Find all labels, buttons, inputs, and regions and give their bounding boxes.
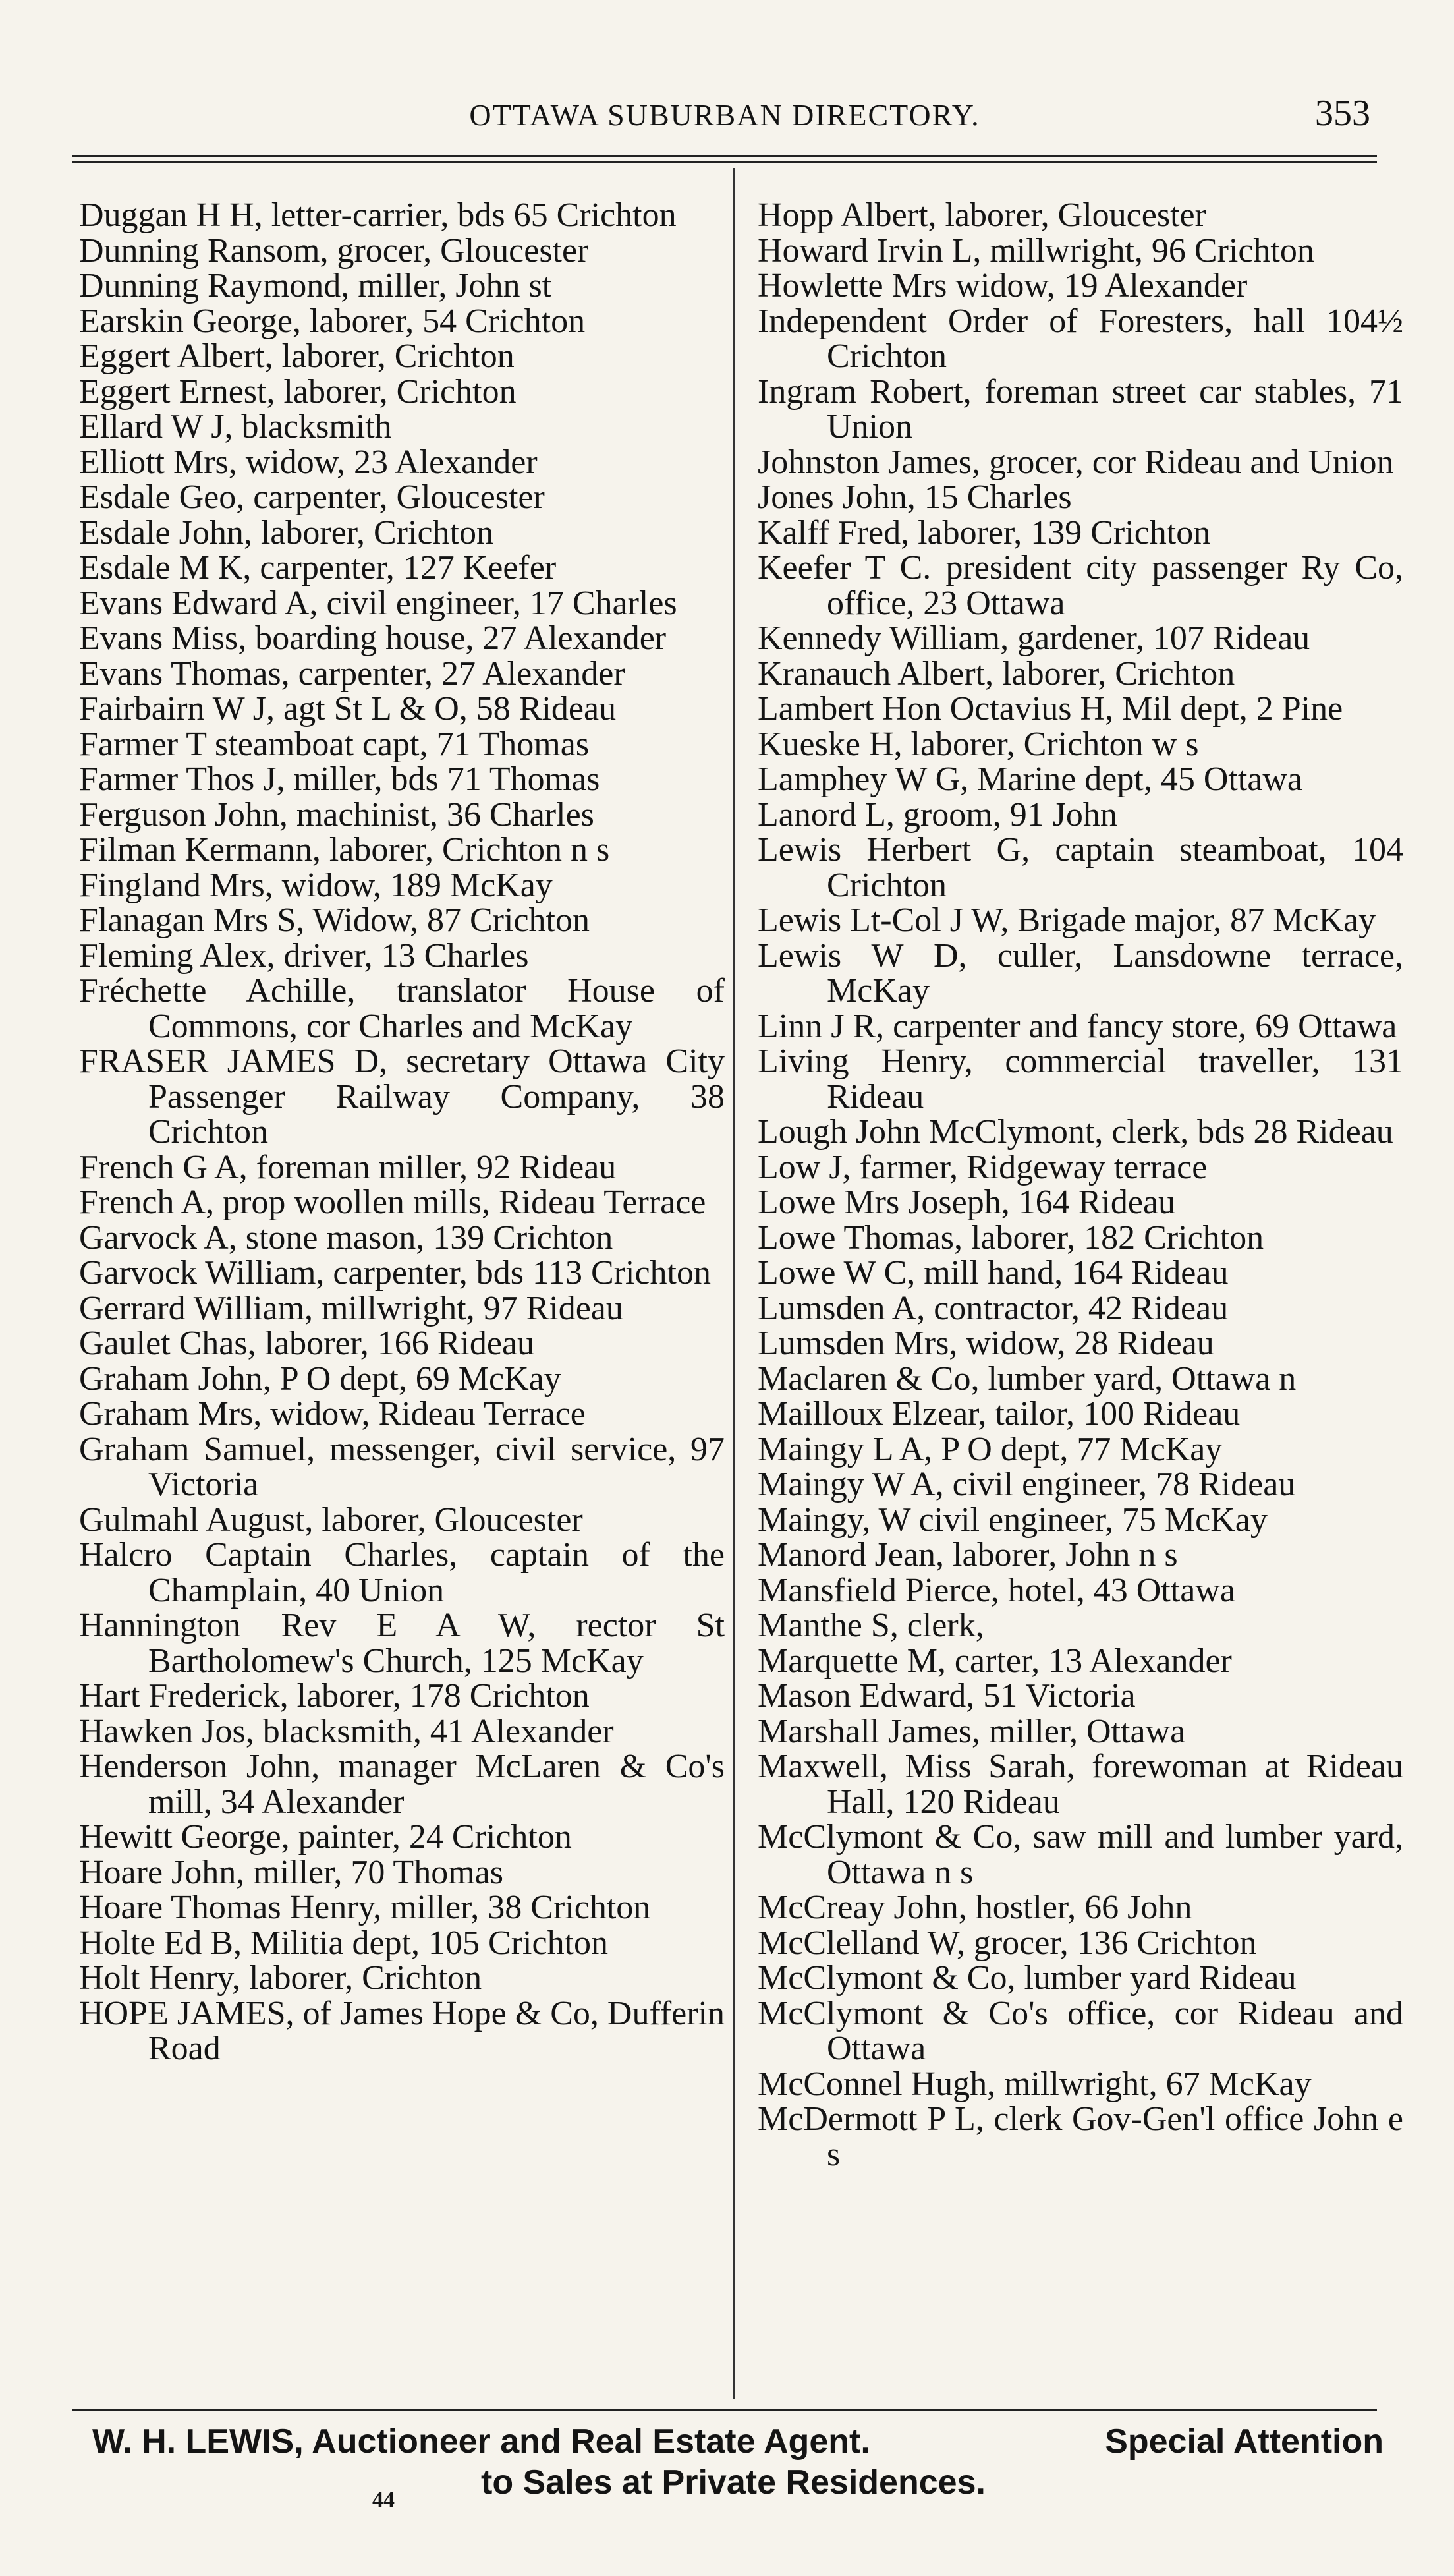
directory-entry: French A, prop woollen mills, Rideau Terrace xyxy=(79,1184,706,1221)
directory-entry: Lambert Hon Octavius H, Mil dept, 2 Pine xyxy=(758,690,1343,728)
directory-entry: Kueske H, laborer, Crichton w s xyxy=(758,725,1199,763)
directory-entry: Low J, farmer, Ridgeway terrace xyxy=(758,1148,1208,1186)
directory-entry: Evans Miss, boarding house, 27 Alexander xyxy=(79,619,667,657)
directory-entry: Hoare John, miller, 70 Thomas xyxy=(79,1853,503,1891)
directory-entry: Gulmahl August, laborer, Gloucester xyxy=(79,1501,583,1539)
advertisement xyxy=(92,2422,1384,2502)
page-header xyxy=(72,92,1377,138)
directory-entry: Manord Jean, laborer, John n s xyxy=(758,1536,1178,1574)
header-rule-thin xyxy=(72,161,1377,163)
directory-entry: Kalff Fred, laborer, 139 Crichton xyxy=(758,513,1211,552)
directory-entry: McConnel Hugh, millwright, 67 McKay xyxy=(758,2065,1312,2103)
directory-entry: FRASER JAMES D, secretary Ottawa City Passenger Railway Company, 38 Crichton xyxy=(79,1043,725,1151)
header-rule xyxy=(72,155,1377,157)
directory-entry: Howlette Mrs widow, 19 Alexander xyxy=(758,267,1248,304)
page-number: 353 xyxy=(1315,93,1370,134)
directory-entry: Lewis Herbert G, captain steamboat, 104 Crichton xyxy=(758,831,1403,904)
directory-entry: McClymont & Co, lumber yard Rideau xyxy=(758,1959,1297,1997)
directory-entry: McCreay John, hostler, 66 John xyxy=(758,1889,1192,1926)
directory-entry: Fréchette Achille, translator House of Commons, cor Charles and McKay xyxy=(79,972,725,1045)
directory-entry: Ferguson John, machinist, 36 Charles xyxy=(79,795,594,834)
directory-entry: Maingy W A, civil engineer, 78 Rideau xyxy=(758,1466,1296,1503)
directory-entry: Hewitt George, painter, 24 Crichton xyxy=(79,1818,572,1856)
directory-entry: Lough John McClymont, clerk, bds 28 Rideau xyxy=(758,1113,1393,1151)
directory-entry: Evans Edward A, civil engineer, 17 Charles xyxy=(79,584,677,622)
directory-entry: Holte Ed B, Militia dept, 105 Crichton xyxy=(79,1924,609,1962)
directory-entry: Eggert Ernest, laborer, Crichton xyxy=(79,372,517,411)
directory-entry: Farmer T steamboat capt, 71 Thomas xyxy=(79,725,590,763)
directory-entry: McClymont & Co's office, cor Rideau and Ottawa xyxy=(758,1994,1403,2067)
directory-entry: Halcro Captain Charles, captain of the Champlain, 40 Union xyxy=(79,1536,725,1609)
directory-entry: Hawken Jos, blacksmith, 41 Alexander xyxy=(79,1712,614,1750)
directory-entry: Fairbairn W J, agt St L & O, 58 Rideau xyxy=(79,690,617,728)
left-column xyxy=(79,198,725,2067)
directory-entry: Hannington Rev E A W, rector St Bartholomew's Church, 125 McKay xyxy=(79,1607,725,1680)
directory-entry: Lumsden Mrs, widow, 28 Rideau xyxy=(758,1325,1214,1362)
directory-entry: Lamphey W G, Marine dept, 45 Ottawa xyxy=(758,760,1302,798)
directory-entry: Ellard W J, blacksmith xyxy=(79,408,392,445)
directory-entry: Fingland Mrs, widow, 189 McKay xyxy=(79,866,553,904)
column-divider xyxy=(733,168,735,2399)
directory-entry: Howard Irvin L, millwright, 96 Crichton xyxy=(758,231,1314,270)
advert-line-2: to Sales at Private Residences. xyxy=(481,2463,986,2502)
directory-entry: Lewis Lt-Col J W, Brigade major, 87 McKay xyxy=(758,902,1376,939)
directory-entry: Graham Samuel, messenger, civil service, 97 Victoria xyxy=(79,1430,725,1503)
directory-entry: Hart Frederick, laborer, 178 Crichton xyxy=(79,1677,590,1715)
directory-entry: Kennedy William, gardener, 107 Rideau xyxy=(758,619,1310,657)
directory-entry: Maclaren & Co, lumber yard, Ottawa n xyxy=(758,1360,1297,1398)
directory-entry: Lowe Thomas, laborer, 182 Crichton xyxy=(758,1218,1264,1257)
directory-entry: Lanord L, groom, 91 John xyxy=(758,795,1117,834)
directory-entry: Filman Kermann, laborer, Crichton n s xyxy=(79,831,610,869)
directory-entry: Lowe Mrs Joseph, 164 Rideau xyxy=(758,1184,1176,1221)
directory-entry: Marshall James, miller, Ottawa xyxy=(758,1712,1186,1750)
directory-entry: Linn J R, carpenter and fancy store, 69 Ottawa xyxy=(758,1007,1397,1045)
directory-entry: Marquette M, carter, 13 Alexander xyxy=(758,1642,1232,1680)
directory-entry: Maingy L A, P O dept, 77 McKay xyxy=(758,1430,1223,1468)
directory-entry: Hopp Albert, laborer, Gloucester xyxy=(758,196,1206,234)
directory-entry: Graham John, P O dept, 69 McKay xyxy=(79,1360,561,1398)
directory-entry: Lewis W D, culler, Lansdowne terrace, McKay xyxy=(758,936,1403,1010)
directory-entry: Eggert Albert, laborer, Crichton xyxy=(79,337,515,375)
directory-entry: Lumsden A, contractor, 42 Rideau xyxy=(758,1289,1229,1327)
signature-mark: 44 xyxy=(372,2488,395,2512)
directory-entry: Gaulet Chas, laborer, 166 Rideau xyxy=(79,1325,535,1362)
directory-entry: Maxwell, Miss Sarah, forewoman at Rideau Hall, 120 Rideau xyxy=(758,1748,1403,1821)
directory-entry: Fleming Alex, driver, 13 Charles xyxy=(79,936,529,975)
directory-entry: Kranauch Albert, laborer, Crichton xyxy=(758,654,1235,693)
directory-entry: Mansfield Pierce, hotel, 43 Ottawa xyxy=(758,1571,1235,1609)
page-title: OTTAWA SUBURBAN DIRECTORY. xyxy=(469,98,980,132)
directory-entry: Johnston James, grocer, cor Rideau and Union xyxy=(758,443,1394,481)
directory-entry: Keefer T C. president city passenger Ry Co, office, 23 Ottawa xyxy=(758,549,1403,622)
advert-text: W. H. LEWIS, Auctioneer and Real Estate Agent. xyxy=(92,2422,870,2461)
directory-entry: Dunning Ransom, grocer, Gloucester xyxy=(79,231,589,270)
directory-entry: Gerrard William, millwright, 97 Rideau xyxy=(79,1289,623,1327)
directory-entry: Holt Henry, laborer, Crichton xyxy=(79,1959,482,1997)
directory-entry: Maingy, W civil engineer, 75 McKay xyxy=(758,1501,1268,1539)
directory-entry: Garvock William, carpenter, bds 113 Crichton xyxy=(79,1254,712,1292)
directory-entry: Independent Order of Foresters, hall 104½ Crichton xyxy=(758,302,1403,375)
directory-entry: Mason Edward, 51 Victoria xyxy=(758,1677,1136,1715)
directory-entry: Esdale M K, carpenter, 127 Keefer xyxy=(79,549,557,587)
directory-entry: Henderson John, manager McLaren & Co's mill, 34 Alexander xyxy=(79,1748,725,1821)
directory-entry: HOPE JAMES, of James Hope & Co, Dufferin Road xyxy=(79,1994,725,2067)
directory-entry: Earskin George, laborer, 54 Crichton xyxy=(79,302,586,340)
directory-entry: Garvock A, stone mason, 139 Crichton xyxy=(79,1218,613,1257)
directory-entry: Jones John, 15 Charles xyxy=(758,478,1072,516)
directory-entry: McDermott P L, clerk Gov-Gen'l office John e s xyxy=(758,2100,1403,2173)
footer-rule xyxy=(72,2409,1377,2411)
directory-entry: Dunning Raymond, miller, John st xyxy=(79,267,552,304)
directory-entry: Esdale John, laborer, Crichton xyxy=(79,513,493,552)
directory-entry: Graham Mrs, widow, Rideau Terrace xyxy=(79,1395,586,1433)
directory-entry: Manthe S, clerk, xyxy=(758,1607,984,1644)
directory-entry: Elliott Mrs, widow, 23 Alexander xyxy=(79,443,538,481)
directory-entry: Hoare Thomas Henry, miller, 38 Crichton xyxy=(79,1889,651,1926)
directory-entry: Esdale Geo, carpenter, Gloucester xyxy=(79,478,545,516)
directory-entry: Farmer Thos J, miller, bds 71 Thomas xyxy=(79,760,600,798)
directory-entry: Flanagan Mrs S, Widow, 87 Crichton xyxy=(79,902,590,939)
directory-entry: Mailloux Elzear, tailor, 100 Rideau xyxy=(758,1395,1241,1433)
directory-entry: Living Henry, commercial traveller, 131 Rideau xyxy=(758,1043,1403,1116)
advert-special: Special Attention xyxy=(1105,2422,1384,2461)
directory-entry: McClelland W, grocer, 136 Crichton xyxy=(758,1924,1257,1962)
directory-entry: Ingram Robert, foreman street car stables, 71 Union xyxy=(758,372,1403,445)
directory-entry: McClymont & Co, saw mill and lumber yard, Ottawa n s xyxy=(758,1818,1403,1891)
directory-entry: Evans Thomas, carpenter, 27 Alexander xyxy=(79,654,625,693)
right-column xyxy=(758,198,1403,2172)
directory-entry: Duggan H H, letter-carrier, bds 65 Crichton xyxy=(79,196,677,234)
directory-entry: Lowe W C, mill hand, 164 Rideau xyxy=(758,1254,1229,1292)
directory-entry: French G A, foreman miller, 92 Rideau xyxy=(79,1148,617,1186)
